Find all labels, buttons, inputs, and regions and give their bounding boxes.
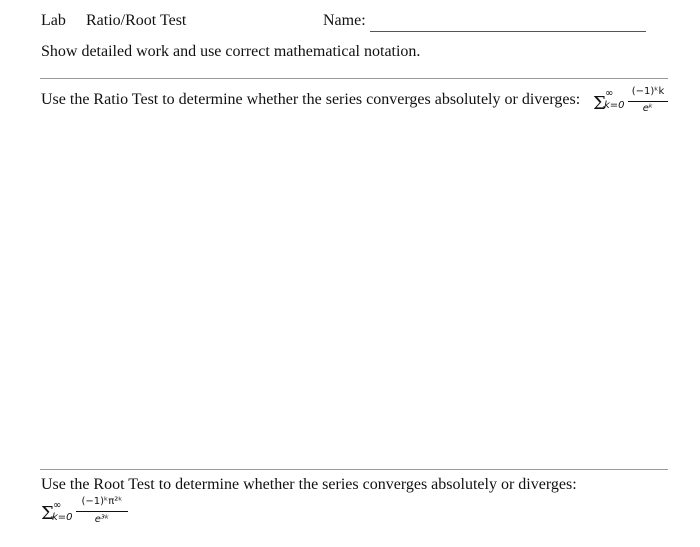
denominator: e³ᵏ (94, 514, 110, 525)
numerator: (−1)ᵏk (631, 86, 665, 97)
lower-limit: k=0 (604, 100, 625, 111)
page-title: Ratio/Root Test (86, 12, 187, 29)
fraction-bar (628, 101, 668, 102)
lab-label: Lab (41, 12, 66, 29)
sigma-symbol: Σ (593, 93, 606, 114)
instructions-text: Show detailed work and use correct mathematical notation. (41, 43, 421, 60)
upper-limit: ∞ (53, 500, 62, 511)
ratio-series-expression (593, 86, 673, 120)
upper-limit: ∞ (605, 88, 614, 99)
section-divider-top (40, 78, 668, 79)
name-label: Name: (323, 12, 366, 29)
lower-limit: k=0 (52, 512, 73, 523)
ratio-test-prompt: Use the Ratio Test to determine whether the series converges absolutely or diverges: (41, 91, 581, 108)
fraction-bar (76, 511, 128, 512)
section-divider-bottom (40, 469, 668, 470)
numerator: (−1)ᵏπ²ᵏ (81, 496, 123, 507)
denominator: eᵏ (642, 103, 654, 114)
name-field-line[interactable] (370, 31, 646, 32)
sigma-symbol: Σ (41, 503, 54, 524)
root-test-prompt: Use the Root Test to determine whether the series converges absolutely or diverges: (41, 476, 577, 493)
root-series-expression (41, 496, 141, 532)
